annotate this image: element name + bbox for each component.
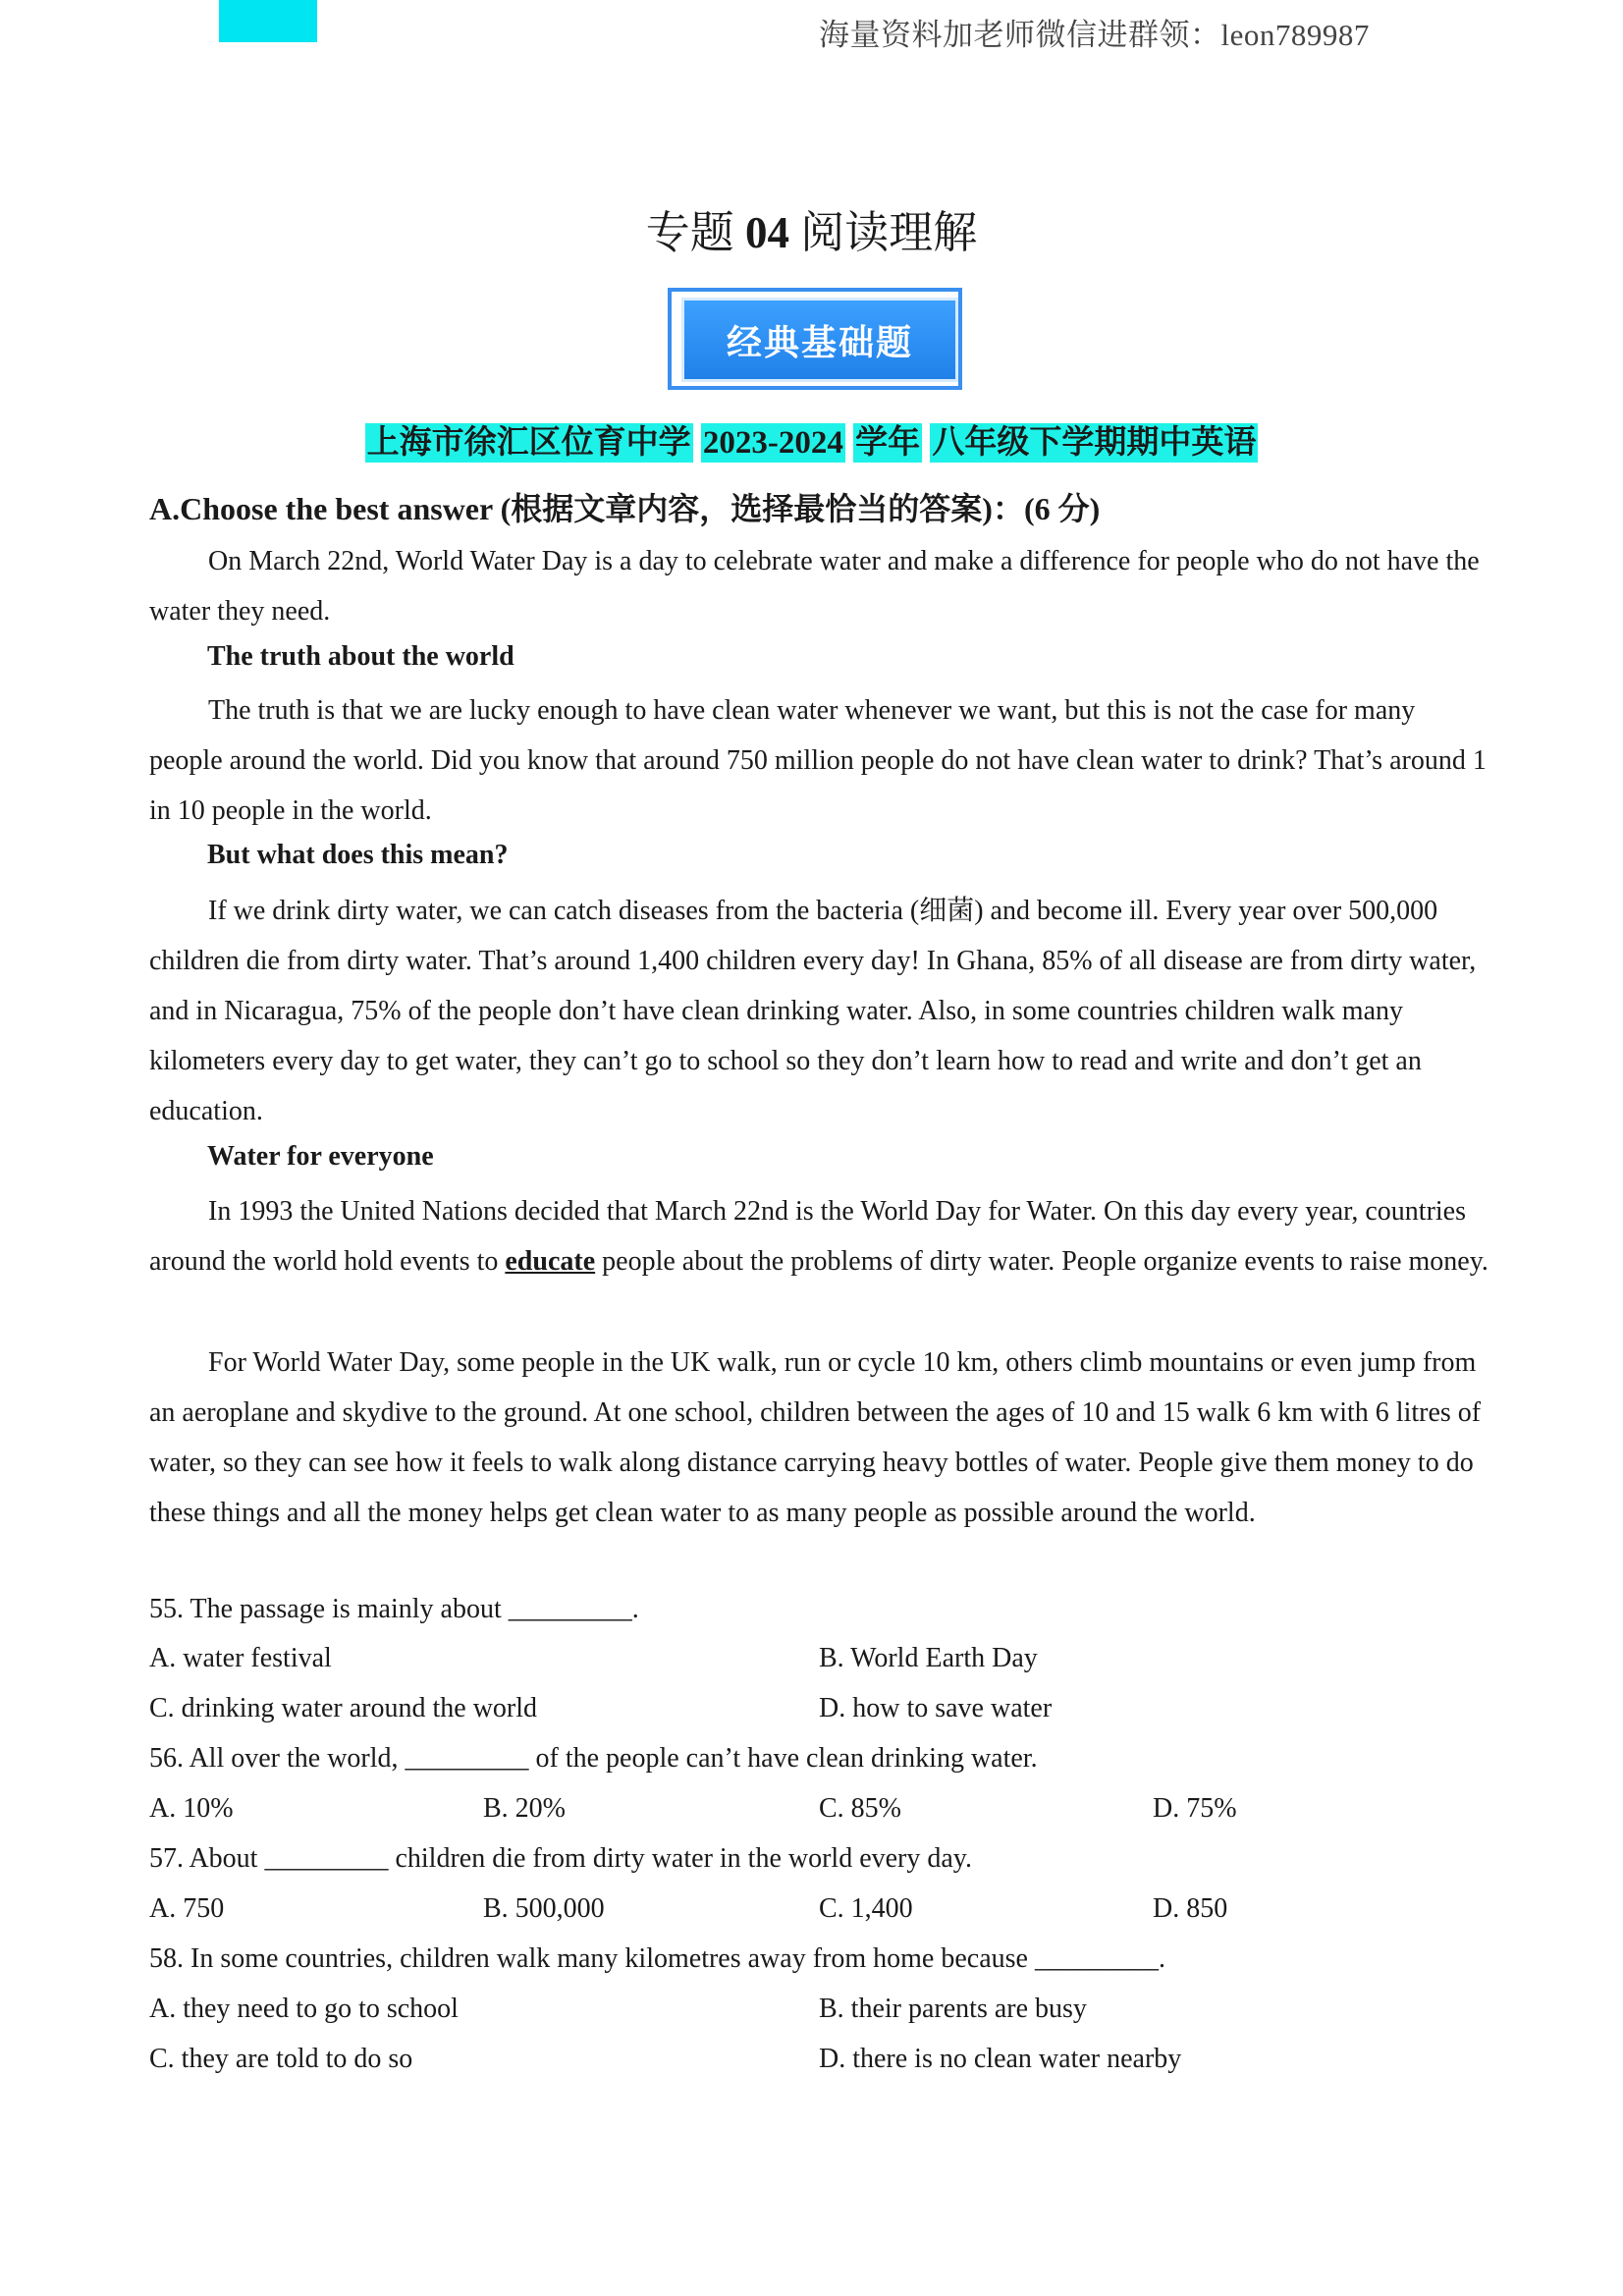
passage-paragraph-4 — [149, 1186, 1489, 1286]
passage-paragraph-5: For World Water Day, some people in the UK walk, run or cycle 10 km, others climb mountains or even jump from an aeroplane and skydive to the ground. At one school, children between the ages of 10 and 15 walk 6 km with 6 litres of water, so they can see how it feels to walk along distance carrying heavy bottles of water. People give them money to do these things and all the money helps get clean water to as many people as possible around the world. — [149, 1347, 1482, 1528]
question-57: 57. About _________ children die from dirty water in the world every day. — [149, 1843, 972, 1874]
passage-paragraph-2: The truth is that we are lucky enough to have clean water whenever we want, but this is not the case for many people around the world. Did you know that around 750 million people do not have clean water to drink? That’s around 1 in 10 people in the world. — [149, 695, 1487, 826]
badge — [668, 288, 966, 396]
question-56-option-c: C. 85% — [819, 1793, 901, 1824]
title-prefix: 专题 — [645, 208, 734, 257]
header-note: 海量资料加老师微信进群领：leon789987 — [819, 18, 1370, 52]
question-58-option-d: D. there is no clean water nearby — [819, 2044, 1182, 2074]
question-58: 58. In some countries, children walk many kilometres away from home because _________. — [149, 1943, 1165, 1974]
p4-after: people about the problems of dirty water. People organize events to raise money. — [595, 1246, 1488, 1277]
title-number: 04 — [745, 208, 789, 257]
question-58-option-b: B. their parents are busy — [819, 1994, 1087, 2024]
passage-paragraph-1: On March 22nd, World Water Day is a day to celebrate water and make a difference for people who do not have the water they need. — [149, 546, 1480, 627]
question-56-option-a: A. 10% — [149, 1793, 234, 1824]
passage-heading-3: Water for everyone — [207, 1141, 434, 1172]
school-line — [0, 416, 1623, 463]
question-57-option-c: C. 1,400 — [819, 1893, 913, 1924]
question-58-option-c: C. they are told to do so — [149, 2044, 413, 2074]
question-56-option-d: D. 75% — [1153, 1793, 1237, 1824]
school-year: 2023-2024 — [702, 425, 843, 461]
p4-before: In 1993 the United Nations decided that March 22nd is the World Day for Water. On this day every year, countries around the world hold events to — [149, 1196, 1466, 1277]
question-56: 56. All over the world, _________ of the people can’t have clean drinking water. — [149, 1743, 1038, 1774]
passage-heading-2: But what does this mean? — [207, 840, 509, 870]
title-suffix: 阅读理解 — [800, 208, 978, 257]
passage-paragraph-3: If we drink dirty water, we can catch diseases from the bacteria (细菌) and become ill. Every year over 500,000 children die from dirty water. That’s around 1,400 children every day! In Ghana, 85% of all disease are from dirty water, and in Nicaragua, 75% of the people don’t have clean drinking water. Also, in some countries children walk many kilometers every day to get water, they can’t go to school so they don’t learn how to read and write and don’t get an education. — [149, 896, 1477, 1126]
question-55-option-a: A. water festival — [149, 1643, 332, 1673]
question-57-option-a: A. 750 — [149, 1893, 225, 1924]
school-exam: 八年级下学期期中英语 — [932, 425, 1257, 461]
question-55: 55. The passage is mainly about _________. — [149, 1594, 639, 1624]
school-year-label: 学年 — [855, 425, 921, 461]
question-55-option-d: D. how to save water — [819, 1693, 1053, 1723]
section-heading: A.Choose the best answer (根据文章内容，选择最恰当的答案)：(6 分) — [149, 491, 1101, 526]
question-58-option-a: A. they need to go to school — [149, 1994, 459, 2024]
question-57-option-b: B. 500,000 — [483, 1893, 605, 1924]
question-56-option-b: B. 20% — [483, 1793, 566, 1824]
question-57-option-d: D. 850 — [1153, 1893, 1228, 1924]
passage-heading-1: The truth about the world — [207, 641, 514, 672]
question-55-option-c: C. drinking water around the world — [149, 1693, 538, 1723]
school-name: 上海市徐汇区位育中学 — [366, 425, 691, 461]
page-title — [0, 196, 1623, 260]
p4-underlined-word: educate — [505, 1246, 596, 1277]
badge-label: 经典基础题 — [681, 298, 958, 382]
header-color-tab — [219, 0, 317, 42]
question-55-option-b: B. World Earth Day — [819, 1643, 1038, 1673]
